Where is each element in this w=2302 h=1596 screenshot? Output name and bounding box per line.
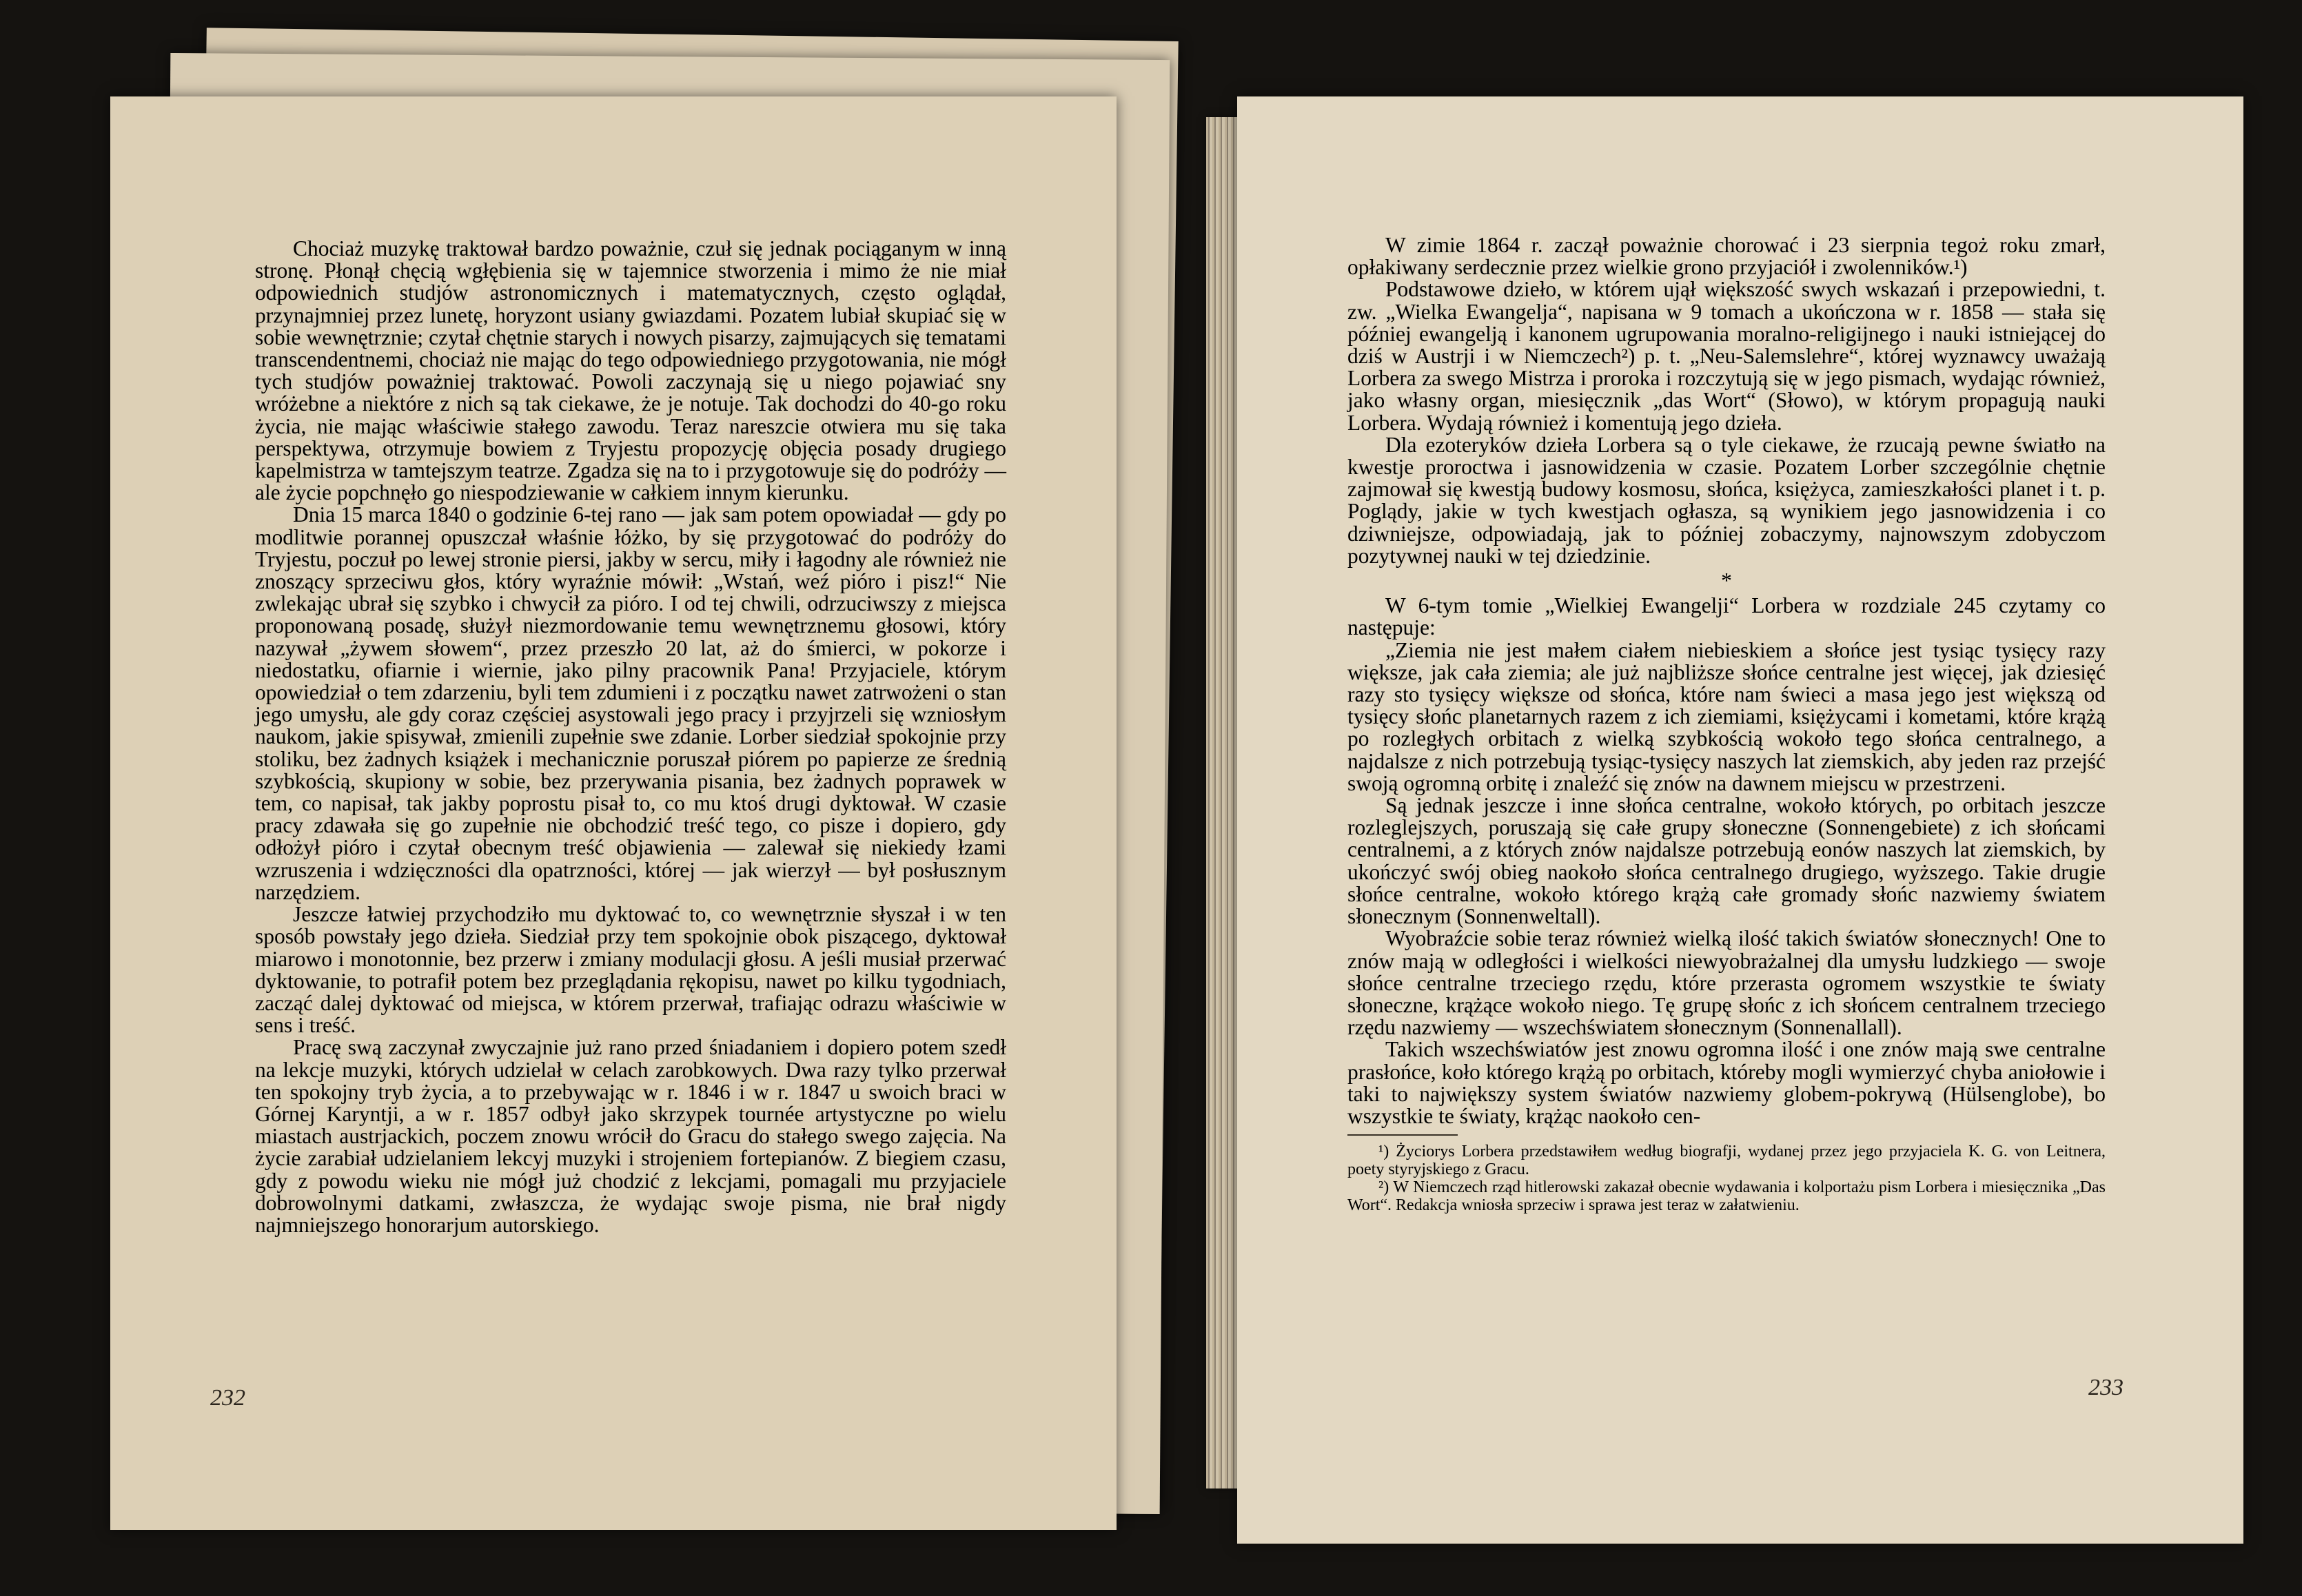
page-edges xyxy=(1206,117,1239,1488)
page-number: 233 xyxy=(2088,1375,2123,1400)
paragraph: W zimie 1864 r. zaczął poważnie chorować i 23 sierpnia tegoż roku zmarł, opłakiwany serdecznie przez wielkie grono przyjaciół i zwolenników.¹) xyxy=(1347,233,2106,280)
paragraph: Takich wszechświatów jest znowu ogromna ilość i one znów mają swe centralne prasłońce, koło którego krążą po orbitach, któreby mogli wymierzyć chyba aniołowie i taki to największy system światów nazwiemy globem-pokrywą (Hülsenglobe), bo wszystkie te światy, krążąc naokoło cen- xyxy=(1347,1037,2106,1128)
paragraph: Pracę swą zaczynał zwyczajnie już rano przed śniadaniem i dopiero potem szedł na lekcje muzyki, których udzielał w celach zarobkowych. Dwa razy tylko przerwał ten spokojny tryb życia, a to przebywając w r. 1846 i w r. 1847 u swoich braci w Górnej Karyntji, a w r. 1857 odbył jako skrzypek tournée artystyczne po wielu miastach austrjackich, poczem znowu wrócił do Gracu do stałego swego zajęcia. Na życie zarabiał udzielaniem lekcyj muzyki i strojeniem fortepianów. Z biegiem czasu, gdy z powodu wieku nie mógł już chodzić z lekcjami, pomagali mu przyjaciele dobrowolnymi datkami, zwłaszcza, że wydając swoje pisma, nie brał nigdy najmniejszego honorarjum autorskiego. xyxy=(255,1035,1006,1237)
paragraph: W 6-tym tomie „Wielkiej Ewangelji“ Lorbera w rozdziale 245 czytamy co następuje: xyxy=(1347,593,2106,640)
paragraph: Chociaż muzykę traktował bardzo poważnie, czuł się jednak pociąganym w inną stronę. Płonął chęcią wgłębienia się w tajemnice stworzenia i mimo że nie miał odpowiednich studjów astronomicznych i matematycznych, często oglądał, przynajmniej przez lunetę, horyzont usiany gwiazdami. Pozatem lubiał skupiać się w sobie wewnętrznie; czytał chętnie starych i nowych pisarzy, zajmujących się tematami transcendentnemi, chociaż nie mając do tego odpowiedniego przygotowania, nie mógł tych studjów poważniej traktować. Powoli zaczynają się u niego pojawiać sny wróżebne a niektóre z nich są tak ciekawe, że je notuje. Tak dochodzi do 40-go roku życia, nie mając właściwie stałego zawodu. Teraz nareszcie otwiera mu się taka perspektywa, otrzymuje bowiem z Tryjestu propozycję objęcia posady drugiego kapelmistrza w tamtejszym teatrze. Zgadza się na to i przygotowuje się do podróży — ale życie popchnęło go niespodziewanie w całkiem innym kierunku. xyxy=(255,236,1006,505)
paragraph: Wyobraźcie sobie teraz również wielką ilość takich światów słonecznych! One to znów mają w odległości i wielkości niewyobrażalnej dla umysłu ludzkiego — swoje słońce centralne trzeciego rzędu, które przerasta ogromem wszystkie te światy słoneczne, krążące wokoło niego. Tę grupę słońc z ich słońcem centralnem trzeciego rzędu nazwiemy — wszechświatem słonecznym (Sonnenallall). xyxy=(1347,926,2106,1040)
footnote: ²) W Niemczech rząd hitlerowski zakazał obecnie wydawania i kolportażu pism Lorbera i miesięcznika „Das Wort“. Redakcja wniosła sprzeciw i sprawa jest teraz w załatwieniu. xyxy=(1347,1178,2106,1215)
paragraph: „Ziemia nie jest małem ciałem niebieskiem a słońce jest tysiąc tysięcy razy większe, jak cała ziemia; ale już najbliższe słońce centralne jest więcej, jak dziesięć razy sto tysięcy większe od słońca, które nam świeci a masa jego jest większą od tysięcy słońc planetarnych razem z ich ziemiami, księżycami i kometami, które krążą po rozległych orbitach z wielką szybkością wokoło tego słońca centralnego, a najdalsze z nich potrzebują tysiąc-tysięcy naszych lat ziemskich, aby jeden raz przejść swoją ogromną orbitę i znaleźć się znów na dawnem miejscu w przestrzeni. xyxy=(1347,637,2106,795)
footnote-rule xyxy=(1347,1134,1458,1136)
paragraph: Podstawowe dzieło, w którem ujął większość swych wskazań i przepowiedni, t. zw. „Wielka Ewangelja“, napisana w 9 tomach a ukończona w r. 1858 — stała się później ewangelją i kanonem ugrupowania moralno-religijnego i nauki istniejącej do dziś w Austrji i w Niemczech²) p. t. „Neu-Salemslehre“, której wyznawcy uważają Lorbera za swego Mistrza i proroka i rozczytują się w jego pismach, wydając również, jako własny organ, miesięcznik „das Wort“ (Słowo), w którym propagują nauki Lorbera. Wydają również i komentują jego dzieła. xyxy=(1347,277,2106,435)
paragraph: Dla ezoteryków dzieła Lorbera są o tyle ciekawe, że rzucają pewne światło na kwestje proroctwa i jasnowidzenia w czasie. Pozatem Lorber szczególnie chętnie zajmował się kwestją budowy kosmosu, słońca, księżyca, zamieszkałości planet i t. p. Poglądy, jakie w tych kwestjach ogłasza, są wynikiem jego jasnowidzenia i co dziwniejsze, odpowiadają, jak to później zobaczymy, najnowszym zdobyczom pozytywnej nauki w tej dziedzinie. xyxy=(1347,432,2106,568)
footnote: ¹) Życiorys Lorbera przedstawiłem według biografji, wydanej przez jego przyjaciela K. G. von Leitnera, poety styryjskiego z Gracu. xyxy=(1347,1143,2106,1179)
right-page-body xyxy=(1347,234,2106,1214)
left-page-body xyxy=(255,238,1006,1236)
footnotes xyxy=(1347,1143,2106,1214)
paragraph: Jeszcze łatwiej przychodziło mu dyktować to, co wewnętrznie słyszał i w ten sposób powstały jego dzieła. Siedział przy tem spokojnie obok piszącego, dyktował miarowo i monotonnie, bez przerw i zmiany modulacji głosu. A jeśli musiał przerwać dyktowanie, to potrafił potem bez przeglądania rękopisu, nawet po kilku tygodniach, zacząć dalej dyktować od miejsca, w którem przerwał, trafiając odrazu właściwie w sens i treść. xyxy=(255,902,1006,1038)
page-number: 232 xyxy=(210,1385,245,1411)
paragraph: Dnia 15 marca 1840 o godzinie 6-tej rano — jak sam potem opowiadał — gdy po modlitwie porannej opuszczał właśnie łóżko, by się przygotować do podróży do Tryjestu, poczuł po lewej stronie piersi, jakby w sercu, miły i łagodny ale również nie znoszący sprzeciwu głos, który wyraźnie mówił: „Wstań, weź pióro i pisz!“ Nie zwlekając ubrał się szybko i chwycił za pióro. I od tej chwili, odrzuciwszy z miejsca proponowaną posadę, służył niezmordowanie temu wewnętrznemu głosowi, który nazywał „żywem słowem“, przez przeszło 20 lat, aż do śmierci, w pokorze i niedostatku, ofiarnie i wiernie, jako pilny pracownik Pana! Przyjaciele, którym opowiedział o tem zdarzeniu, byli tem zdumieni i z początku nawet zatrwożeni o stan jego umysłu, ale gdy coraz częściej asystowali jego pracy i przyjrzeli się wzniosłym naukom, jakie spisywał, zmienili zupełnie swe zdanie. Lorber siedział spokojnie przy stoliku, bez żadnych książek i mechanicznie poruszał piórem po papierze ze średnią szybkością, skupiony w sobie, bez przerywania pisania, bez żadnych poprawek w tem, co napisał, tak jakby poprostu pisał to, co mu ktoś drugi dyktował. W czasie pracy zdawała się go zupełnie nie obchodzić treść tego, co pisze i dopiero, gdy odłożył pióro i czytał obecnym treść objawienia — zalewał się niekiedy łzami wzruszenia i wdzięczności dla opatrzności, której — jak wierzył — był posłusznym narzędziem. xyxy=(255,502,1006,904)
paragraph: Są jednak jeszcze i inne słońca centralne, wokoło których, po orbitach jeszcze rozleglejszych, poruszają się całe grupy słoneczne (Sonnengebiete) z ich słońcami centralnemi, a z których znów najdalsze potrzebują eonów naszych lat ziemskich, by ukończyć swój obieg naokoło słońca centralnego drugiego, wyższego. Takie drugie słońce centralne, wokoło którego krążą całe gromady słońc nazwiemy światem słonecznym (Sonnenweltall). xyxy=(1347,793,2106,929)
section-separator: * xyxy=(1721,569,1732,593)
